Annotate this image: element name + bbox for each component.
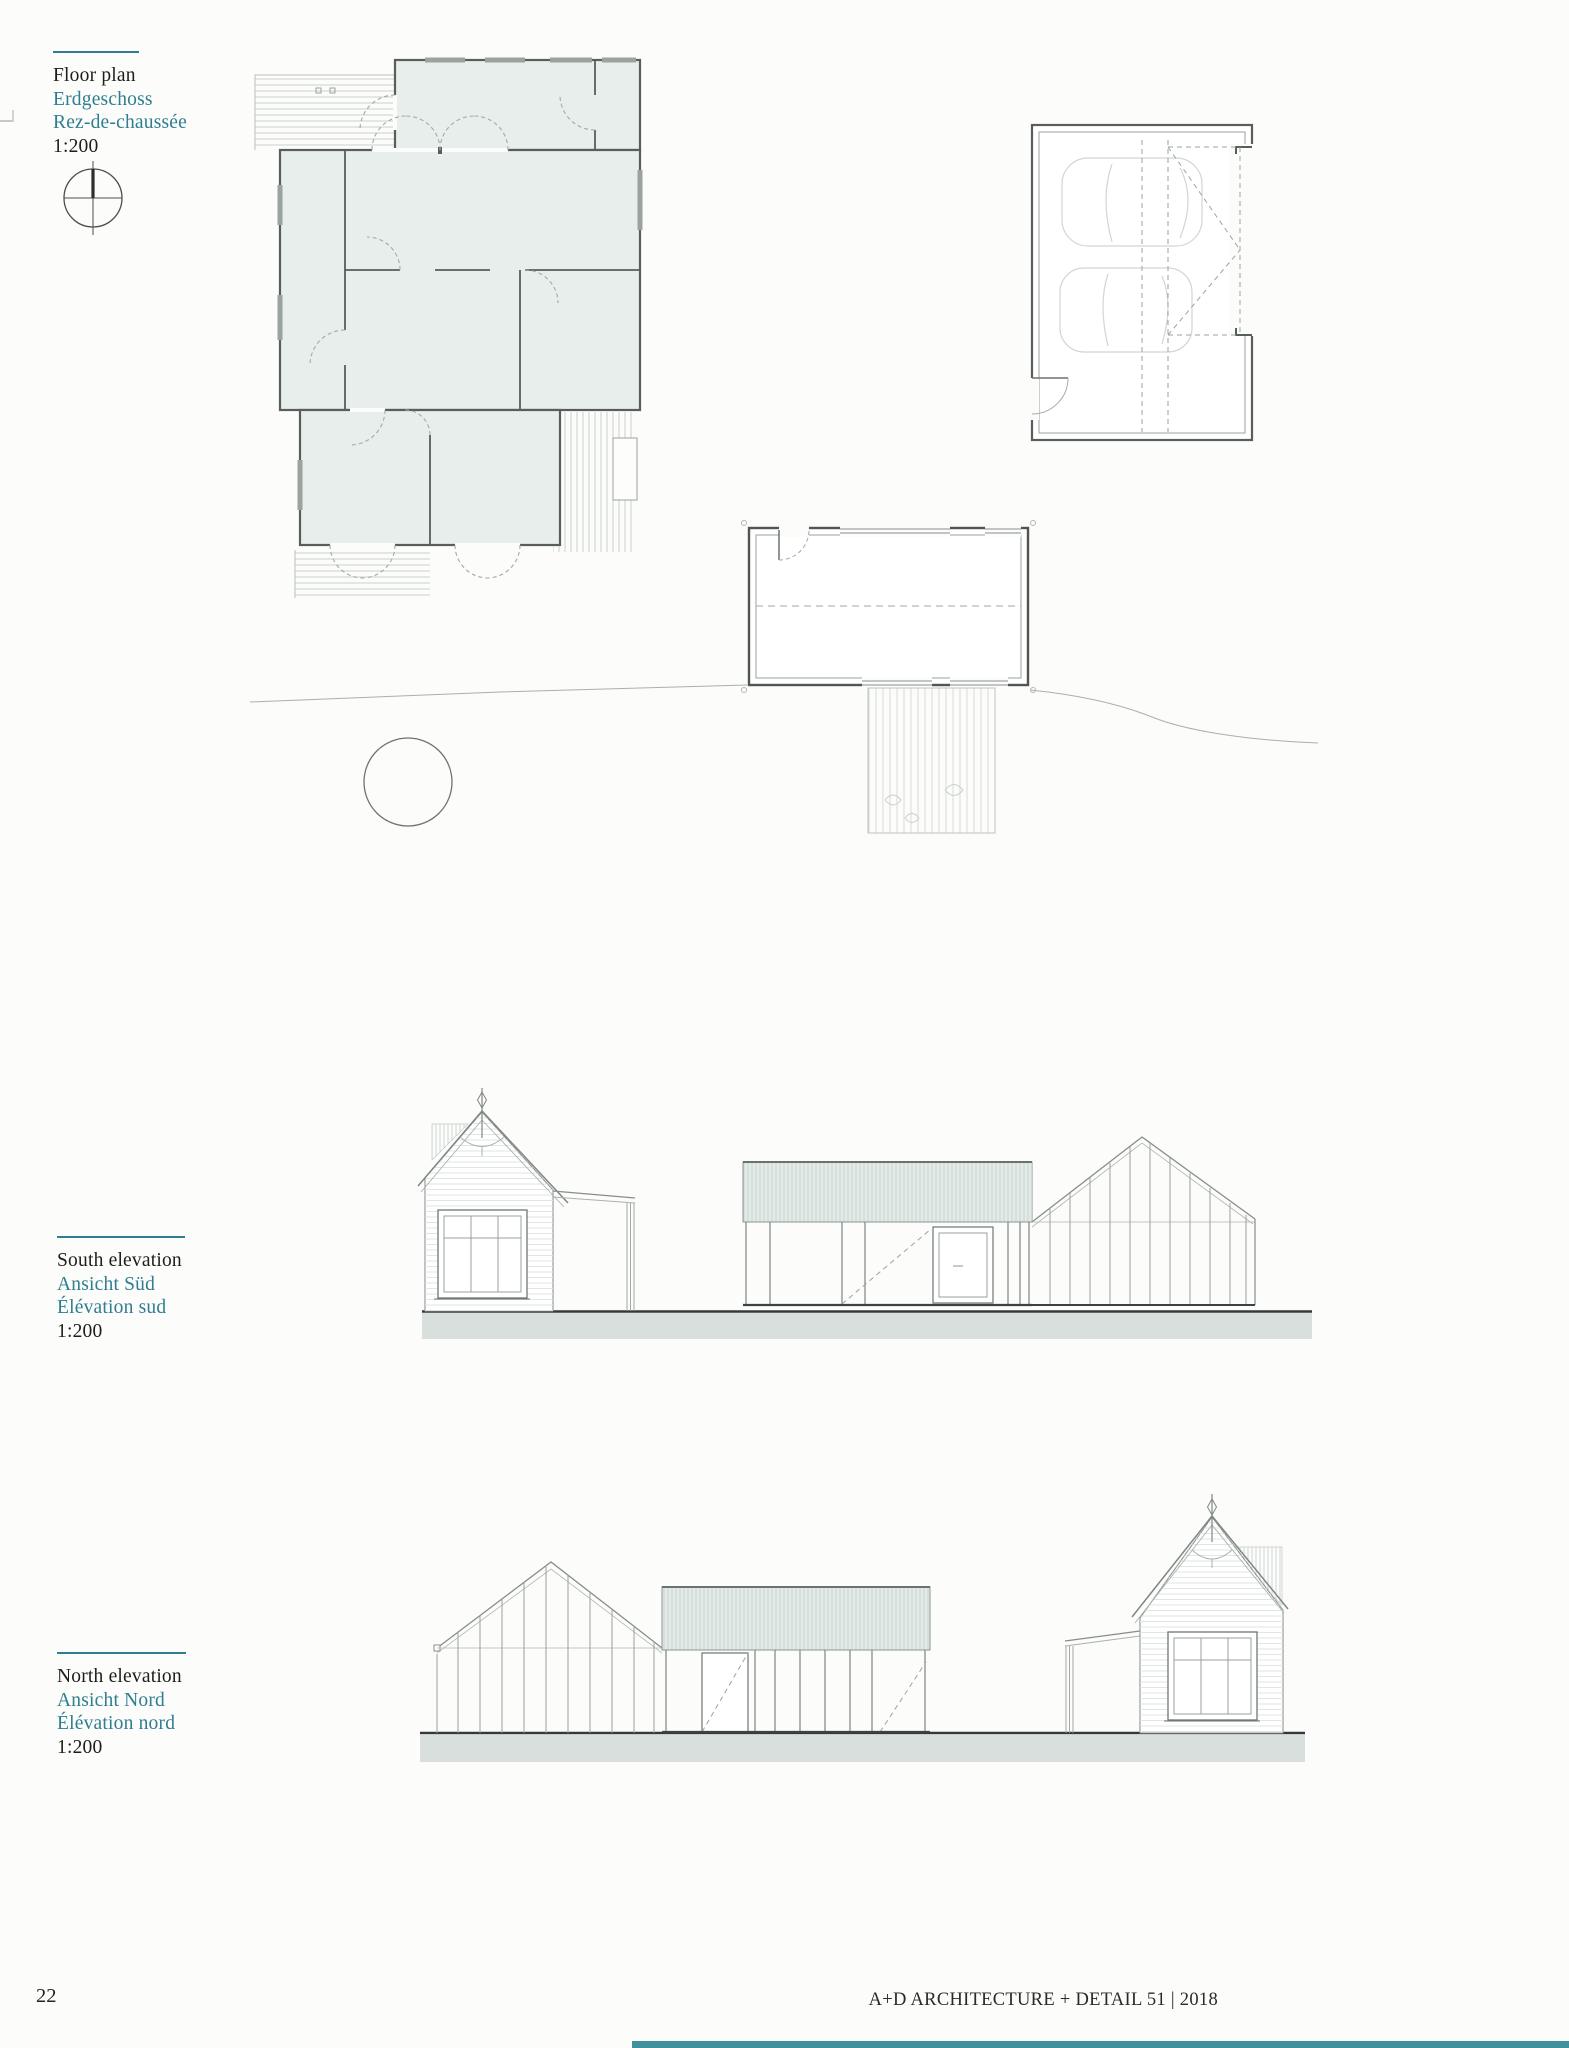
porch bbox=[1065, 1631, 1140, 1733]
cottage-elevation bbox=[418, 1088, 635, 1311]
caption-rule bbox=[57, 1652, 186, 1654]
north-elevation-caption bbox=[57, 1652, 186, 1759]
north-elevation-drawing bbox=[410, 1490, 1320, 1780]
journal-footer: A+D ARCHITECTURE + DETAIL 51 | 2018 bbox=[868, 1990, 1218, 2010]
north-arrow-icon bbox=[62, 160, 126, 240]
ground-band bbox=[422, 1312, 1312, 1340]
caption-rule bbox=[57, 1236, 185, 1238]
south-elevation-title-de: Ansicht Süd bbox=[57, 1273, 156, 1295]
north-elevation-scale: 1:200 bbox=[57, 1736, 103, 1758]
floor-plan-scale: 1:200 bbox=[53, 135, 99, 157]
link-building-elevation bbox=[743, 1162, 1032, 1305]
caption-rule bbox=[53, 51, 139, 53]
veranda-deck-south bbox=[295, 550, 430, 598]
floor-plan-title-de: Erdgeschoss bbox=[53, 88, 153, 110]
garden-path bbox=[868, 688, 995, 833]
garage-plan bbox=[1025, 125, 1259, 440]
link-building-elevation bbox=[662, 1587, 930, 1732]
link-door bbox=[933, 1227, 993, 1303]
floor-plan-caption bbox=[53, 51, 187, 158]
scan-artifact bbox=[0, 110, 14, 122]
south-elevation-caption bbox=[57, 1236, 185, 1343]
deck-east bbox=[553, 412, 637, 552]
floor-plan-title-en: Floor plan bbox=[53, 65, 136, 86]
glasshouse-elevation bbox=[1032, 1137, 1255, 1305]
glasshouse-elevation bbox=[434, 1562, 662, 1733]
site-contour-line bbox=[250, 685, 1318, 743]
site-plan-drawing bbox=[250, 40, 1320, 850]
north-elevation-title-en: North elevation bbox=[57, 1666, 182, 1687]
south-elevation-drawing bbox=[410, 1080, 1320, 1350]
footer-accent-bar bbox=[632, 2041, 1569, 2048]
veranda-deck-north bbox=[255, 75, 395, 150]
ground-band bbox=[420, 1733, 1305, 1762]
tree-circle bbox=[364, 738, 452, 826]
porch bbox=[553, 1191, 635, 1311]
cottage-elevation bbox=[1065, 1494, 1288, 1733]
north-elevation-title-fr: Élévation nord bbox=[57, 1713, 176, 1734]
cottage-window bbox=[1164, 1632, 1260, 1721]
page-number: 22 bbox=[36, 1985, 57, 2007]
workshop-plan bbox=[742, 521, 1036, 693]
south-elevation-title-en: South elevation bbox=[57, 1250, 182, 1271]
floor-plan-title-fr: Rez-de-chaussée bbox=[53, 112, 188, 133]
link-door bbox=[702, 1653, 748, 1732]
south-elevation-title-fr: Élévation sud bbox=[57, 1297, 167, 1318]
north-elevation-title-de: Ansicht Nord bbox=[57, 1689, 166, 1711]
cottage-window bbox=[434, 1210, 530, 1299]
south-elevation-scale: 1:200 bbox=[57, 1320, 103, 1342]
